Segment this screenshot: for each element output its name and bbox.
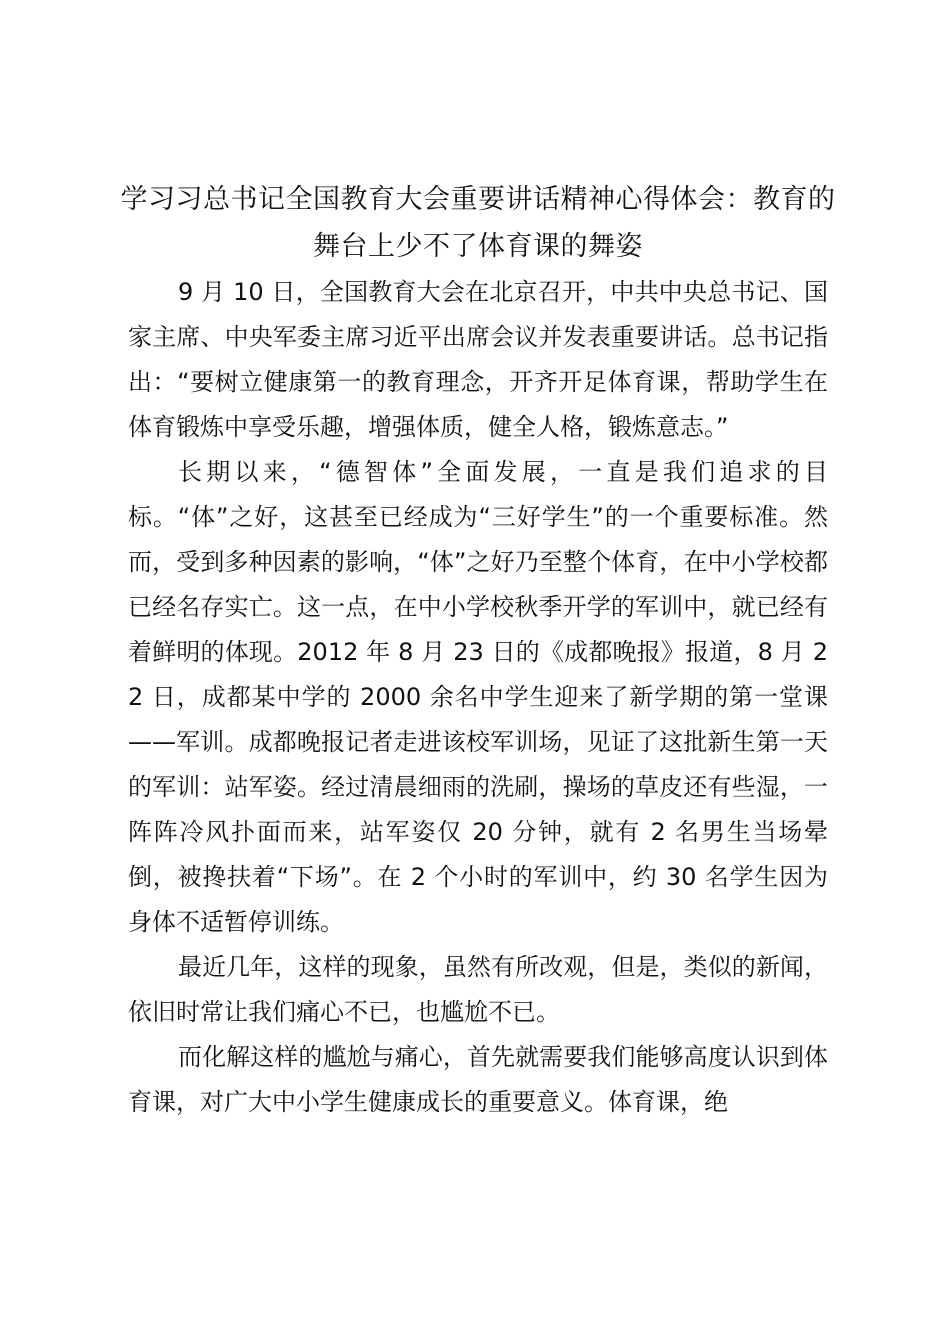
paragraph-2: 长期以来，“德智体”全面发展，一直是我们追求的目标。“体”之好，这甚至已经成为“三好学生”的一个重要标准。然而，受到多种因素的影响，“体”之好乃至整个体育，在中小学校都已经名存实亡。这一点，在中小学校秋季开学的军训中，就已经有着鲜明的体现。2012 年 8 月 23 日的《成都晚报》报道，8 月 22 日，成都某中学的 2000 余名中学生迎来了新学期的第一堂课——军训。成都晚报记者走进该校军训场，见证了这批新生第一天的军训：站军姿。经过清晨细雨的洗刷，操场的草皮还有些湿，一阵阵冷风扑面而来，站军姿仅 20 分钟，就有 2 名男生当场晕倒，被搀扶着“下场”。在 2 个小时的军训中，约 30 名学生因为身体不适暂停训练。 <box>128 458 828 936</box>
paragraph-3: 最近几年，这样的现象，虽然有所改观，但是，类似的新闻，依旧时常让我们痛心不已，也尴尬不已。 <box>128 953 828 1026</box>
paragraph-1: 9 月 10 日，全国教育大会在北京召开，中共中央总书记、国家主席、中央军委主席习近平出席会议并发表重要讲话。总书记指出：“要树立健康第一的教育理念，开齐开足体育课，帮助学生在体育锻炼中享受乐趣，增强体质，健全人格，锻炼意志。” <box>128 278 828 441</box>
document-title: 学习习总书记全国教育大会重要讲话精神心得体会：教育的舞台上少不了体育课的舞姿 <box>120 184 836 262</box>
paragraph-4: 而化解这样的尴尬与痛心，首先就需要我们能够高度认识到体育课，对广大中小学生健康成长的重要意义。体育课，绝 <box>128 1043 828 1116</box>
document-page <box>120 176 836 1125</box>
